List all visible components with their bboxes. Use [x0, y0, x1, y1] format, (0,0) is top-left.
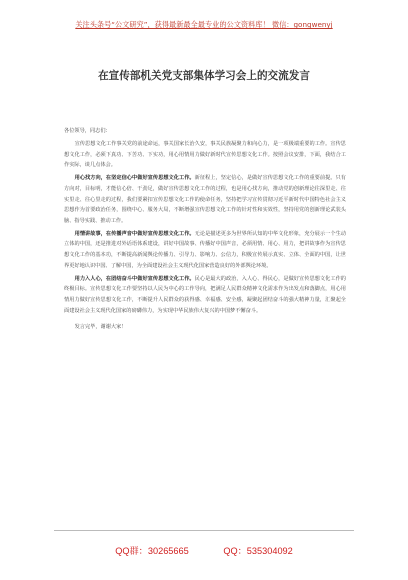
- paragraph-intro: [64, 139, 346, 171]
- paragraph-storytelling: [64, 229, 346, 271]
- paragraph-lead: 用力入人心，在团结奋斗中做好宣传思想文化工作。: [74, 275, 195, 282]
- footer-divider: [54, 530, 354, 531]
- salutation: 各位领导，同志们：: [64, 128, 111, 134]
- footer-qq: QQ：535304092: [223, 546, 293, 556]
- footer-contact: [0, 543, 408, 557]
- top-banner-link[interactable]: 关注头条号“公文研究”，获得最新最全最专业的公文资料库！ 微信：gongwenyj: [75, 20, 333, 29]
- closing-remark: 发言完毕，谢谢大家！: [74, 324, 127, 331]
- paragraph-text: 新征程上，坚定信心，是做好宣传思想文化工作的重要前提。只有方向对，目标明，才能信心倍、干劲足，做好宣传思想文化工作的过程，也是用心找方向，推动党的创新理论往深里走、往实里走、往心里走的过程，我们要紧扣宣传思想文化工作的使命任务，坚持把学习宣传贯彻习近平新时代中国特色社会主义思想作为首要政治任务，围绕中心、服务大局，不断增强宣传思想文化工作的针对性和实效性，坚持用党的创新理论武装头脑、指导实践、推动工作。: [64, 175, 346, 224]
- document-title: 在宣传部机关党支部集体学习会上的交流发言: [98, 70, 310, 82]
- paragraph-text: 无论是描述更多为世界所认知的中华文化形象，充分展示一个生动立体的中国，还是推进对外话语体系建设，讲好中国故事、传播好中国声音，必须用情、用心、用力，把讲故事作为宣传思想文化工作的基本功，不断提高新闻舆论传播力、引导力、影响力、公信力，积极宣传展示真实、立体、全面的中国，让世界更好地认识中国、了解中国，为全面建设社会主义现代化国家营造良好的外部舆论环境。: [64, 230, 346, 269]
- document-body: [64, 126, 346, 335]
- paragraph-direction: [64, 173, 346, 226]
- footer-qq-group: QQ群：30265665: [115, 546, 189, 556]
- paragraph-lead: 用情讲故事，在传播声音中做好宣传思想文化工作。: [74, 230, 195, 237]
- paragraph-unity: [64, 274, 346, 316]
- paragraph-lead: 用心找方向，在坚定信心中做好宣传思想文化工作。: [74, 175, 195, 182]
- paragraph-text: 宣传思想文化工作事关党的前途命运，事关国家长治久安，事关民族凝聚力和向心力，是一项极端重要的工作。宣传思想文化工作，必须下真功、下苦功、下实功，用心用情用力做好新时代宣传思想文化工作。按照会议安排，下面，我结合工作实际，谈几点体会。: [64, 141, 346, 169]
- paragraph-text: 民心是最大的政治，入人心、得民心，是做好宣传思想文化工作的终极目标。宣传思想文化工作要坚持以人民为中心的工作导向，把满足人民群众精神文化需求作为出发点和落脚点，用心用情用力做好宣传思想文化工作，不断提升人民群众的获得感、幸福感、安全感，凝聚起团结奋斗的强大精神力量，汇聚起全面建设社会主义现代化国家的磅礴伟力，为实现中华民族伟大复兴的中国梦不懈奋斗。: [64, 275, 346, 314]
